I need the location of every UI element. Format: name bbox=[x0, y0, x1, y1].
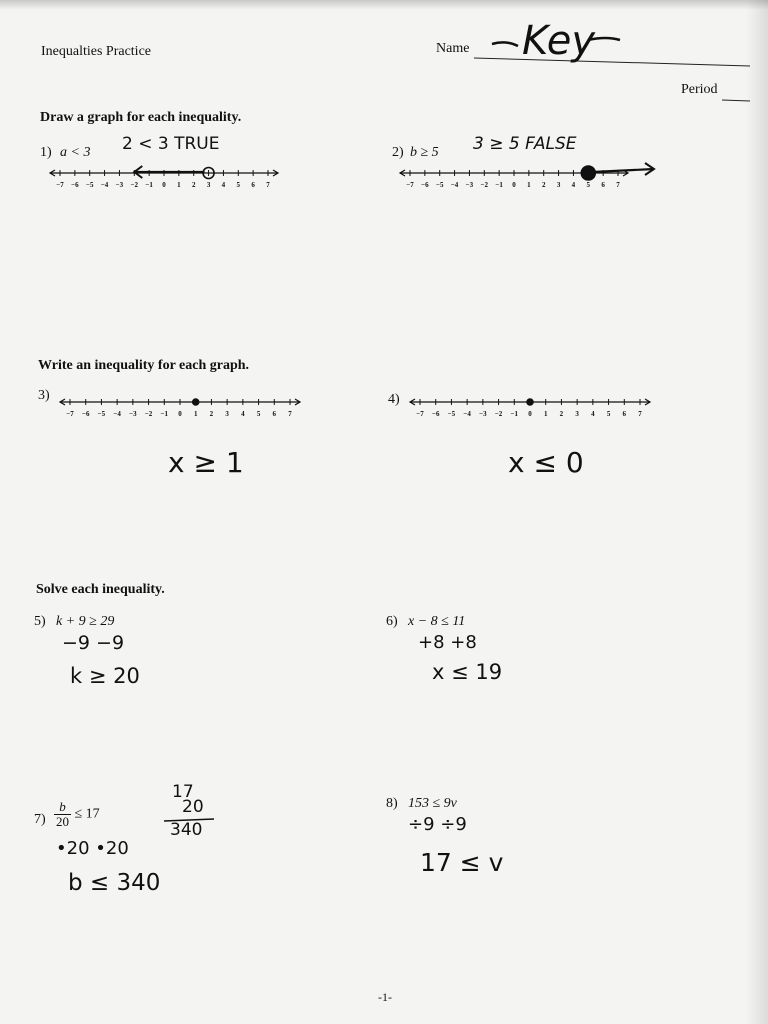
tick-label: 2 bbox=[209, 410, 214, 418]
problem-3-number: 3) bbox=[38, 388, 50, 403]
problem-4-number-line bbox=[406, 394, 656, 420]
tick-label: −3 bbox=[479, 410, 487, 418]
tick-label: 4 bbox=[221, 181, 226, 189]
name-label: Name bbox=[436, 41, 470, 56]
tick-label: 3 bbox=[575, 410, 579, 418]
problem-2-expression: b ≥ 5 bbox=[410, 145, 439, 160]
closed-point bbox=[193, 399, 199, 405]
problem-6-answer: x ≤ 19 bbox=[432, 660, 503, 684]
name-value: Key bbox=[522, 18, 596, 64]
tick-label: 6 bbox=[251, 181, 255, 189]
tick-label: −6 bbox=[421, 181, 429, 189]
problem-7-expression-rest: ≤ 17 bbox=[74, 806, 100, 822]
closed-point bbox=[581, 166, 595, 180]
tick-label: 7 bbox=[288, 410, 292, 418]
tick-label: −6 bbox=[431, 410, 440, 418]
solve-section-heading: Solve each inequality. bbox=[36, 582, 165, 597]
tick-label: 3 bbox=[556, 181, 561, 189]
closed-point bbox=[527, 399, 533, 405]
tick-label: 1 bbox=[193, 410, 198, 418]
problem-7-step: •20 •20 bbox=[56, 838, 129, 859]
scan-edge-shadow bbox=[746, 0, 768, 1024]
tick-label: 2 bbox=[191, 181, 196, 189]
tick-label: 0 bbox=[528, 410, 532, 418]
tick-label: 3 bbox=[225, 410, 229, 418]
problem-8-number: 8) bbox=[386, 796, 398, 811]
problem-4-number: 4) bbox=[388, 392, 400, 407]
problem-7-fraction-denominator: 20 bbox=[56, 814, 69, 829]
tick-label: −4 bbox=[100, 181, 109, 189]
tick-label: −2 bbox=[494, 410, 503, 418]
problem-1-number: 1) bbox=[40, 145, 52, 160]
tick-label: −1 bbox=[160, 410, 169, 418]
solution-ray bbox=[592, 169, 654, 172]
problem-7-number: 7) bbox=[34, 812, 46, 827]
problem-1-number-line bbox=[46, 165, 282, 191]
tick-label: −3 bbox=[129, 410, 137, 418]
tick-label: −2 bbox=[480, 181, 489, 189]
problem-6-expression: x − 8 ≤ 11 bbox=[408, 614, 466, 629]
tick-label: 0 bbox=[512, 181, 516, 189]
tick-label: −7 bbox=[66, 410, 74, 418]
problem-7-side-work-product: 340 bbox=[170, 820, 203, 840]
problem-1-expression: a < 3 bbox=[60, 145, 91, 160]
tick-label: 2 bbox=[559, 410, 564, 418]
tick-label: 4 bbox=[571, 181, 576, 189]
tick-label: 1 bbox=[527, 181, 531, 189]
tick-label: 5 bbox=[236, 181, 241, 189]
problem-3-answer: x ≥ 1 bbox=[168, 446, 244, 479]
tick-label: 0 bbox=[162, 181, 166, 189]
tick-label: −3 bbox=[465, 181, 474, 189]
problem-5-step: −9 −9 bbox=[62, 632, 125, 654]
problem-5-number: 5) bbox=[34, 614, 46, 629]
problem-8-step: ÷9 ÷9 bbox=[408, 814, 467, 835]
tick-label: −2 bbox=[130, 181, 139, 189]
problem-7-side-work-top: 17 bbox=[172, 782, 194, 802]
tick-label: 2 bbox=[541, 181, 546, 189]
tick-label: −7 bbox=[416, 410, 424, 418]
tick-label: 7 bbox=[616, 181, 620, 189]
problem-2-number-line bbox=[396, 165, 666, 191]
tick-label: −5 bbox=[447, 410, 456, 418]
page-number: -1- bbox=[378, 990, 392, 1004]
problem-7-side-work-multiplier: 20 bbox=[182, 797, 204, 817]
tick-label: 6 bbox=[622, 410, 627, 418]
problem-7-answer: b ≤ 340 bbox=[68, 870, 161, 896]
tick-label: 1 bbox=[177, 181, 181, 189]
problem-8-answer: 17 ≤ v bbox=[420, 848, 504, 877]
tick-label: 6 bbox=[601, 181, 605, 189]
graph-section-heading: Draw a graph for each inequality. bbox=[40, 110, 242, 125]
tick-label: 6 bbox=[272, 410, 277, 418]
problem-7-fraction-numerator: b bbox=[54, 800, 71, 815]
tick-label: 5 bbox=[256, 410, 261, 418]
tick-label: −3 bbox=[115, 181, 124, 189]
period-underline bbox=[722, 99, 752, 103]
tick-label: −4 bbox=[463, 410, 471, 418]
problem-7-expression bbox=[54, 800, 100, 829]
tick-label: −6 bbox=[71, 181, 79, 189]
tick-label: −1 bbox=[495, 181, 503, 189]
tick-label: 4 bbox=[591, 410, 595, 418]
tick-label: −4 bbox=[450, 181, 459, 189]
tick-label: 0 bbox=[178, 410, 182, 418]
problem-5-expression: k + 9 ≥ 29 bbox=[56, 614, 115, 629]
problem-7-fraction bbox=[54, 800, 71, 829]
tick-label: −1 bbox=[510, 410, 519, 418]
scan-top-shadow bbox=[0, 0, 768, 10]
worksheet-title: Inequalties Practice bbox=[41, 44, 152, 59]
tick-label: −4 bbox=[113, 410, 121, 418]
tick-label: −7 bbox=[406, 181, 414, 189]
tick-label: −5 bbox=[85, 181, 94, 189]
tick-label: −5 bbox=[97, 410, 106, 418]
tick-label: −2 bbox=[144, 410, 153, 418]
problem-3-number-line bbox=[56, 394, 306, 420]
problem-2-check-work: 3 ≥ 5 FALSE bbox=[473, 134, 577, 154]
problem-6-number: 6) bbox=[386, 614, 398, 629]
tick-label: 7 bbox=[266, 181, 270, 189]
tick-label: −7 bbox=[56, 181, 64, 189]
problem-6-step: +8 +8 bbox=[418, 632, 477, 653]
tick-label: 1 bbox=[543, 410, 548, 418]
tick-label: −1 bbox=[145, 181, 153, 189]
tick-label: 7 bbox=[638, 410, 642, 418]
problem-8-expression: 153 ≤ 9v bbox=[408, 796, 457, 811]
tick-label: 5 bbox=[606, 410, 611, 418]
write-section-heading: Write an inequality for each graph. bbox=[38, 358, 250, 373]
tick-label: −5 bbox=[435, 181, 444, 189]
tick-label: −6 bbox=[81, 410, 90, 418]
problem-4-answer: x ≤ 0 bbox=[508, 446, 584, 479]
tick-label: 5 bbox=[586, 181, 591, 189]
problem-1-check-work: 2 < 3 TRUE bbox=[122, 134, 220, 154]
tick-label: 4 bbox=[241, 410, 245, 418]
problem-2-number: 2) bbox=[392, 145, 404, 160]
period-label: Period bbox=[681, 82, 718, 97]
problem-5-answer: k ≥ 20 bbox=[70, 664, 140, 688]
tick-label: 3 bbox=[206, 181, 211, 189]
